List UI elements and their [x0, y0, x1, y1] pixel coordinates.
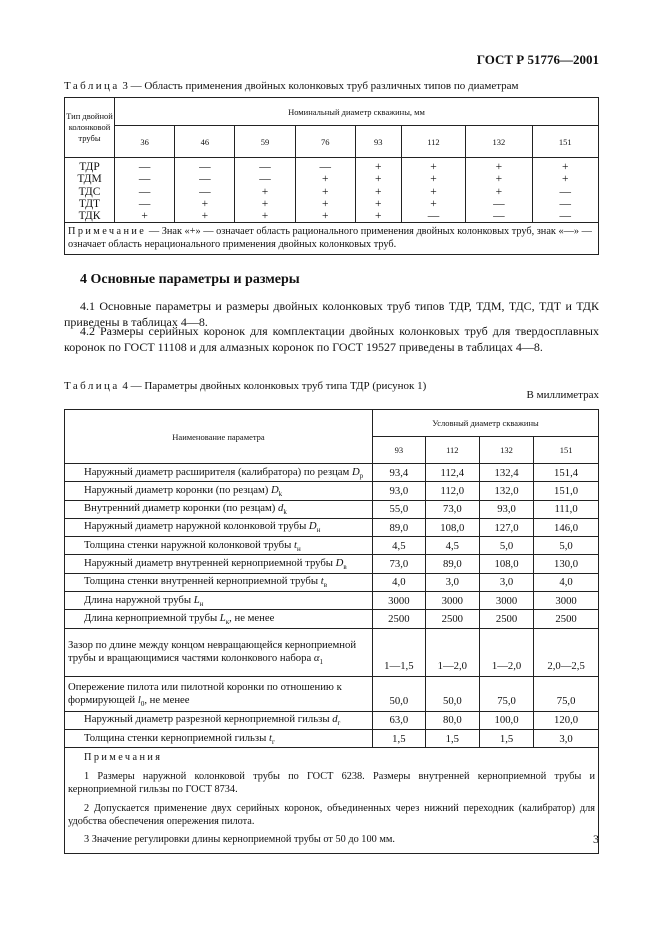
table4-cell: 3000: [425, 592, 479, 610]
table4-row-name: [65, 537, 373, 555]
table4-cell: 93,0: [373, 482, 426, 500]
table4: [64, 409, 599, 854]
table4-row-symbol: t: [269, 731, 272, 744]
table3-diameter: 76: [295, 126, 355, 158]
table4-cell: 63,0: [373, 711, 426, 729]
table-row: [65, 711, 599, 729]
table4-notes: [65, 748, 599, 854]
page-number: 3: [593, 832, 599, 846]
table4-cell: 2500: [425, 610, 479, 628]
table4-row-subscript: н: [316, 526, 321, 535]
table4-notes-label: Примечания: [84, 752, 163, 764]
table4-row-subscript: в: [343, 563, 347, 572]
table4-row-subscript: р: [359, 471, 364, 480]
table-row: [65, 500, 599, 518]
table4-cell: 89,0: [425, 555, 479, 573]
table4-cell: 3,0: [425, 573, 479, 591]
table4-row-text: Наружный диаметр коронки (по резцам): [84, 483, 269, 496]
table4-note-1: 1 Размеры наружной колонковой трубы по ГОСТ 6238. Размеры внутренней керноприемной трубы и керноприемной гильзы по ГОСТ 8734.: [68, 771, 595, 795]
table4-row-subscript: 0: [140, 699, 145, 708]
table4-row-subscript: г: [272, 737, 275, 746]
table4-cell: 73,0: [425, 500, 479, 518]
table3-applicability-column: — — — — +: [115, 158, 175, 223]
paragraph-4-1: 4.1 Основные параметры и размеры двойных колонковых труб типов ТДР, ТДМ, ТДС, ТДТ и ТДК приведены в таблицах 4—8.: [64, 299, 599, 329]
table4-row-subscript: k: [283, 508, 287, 517]
table4-cell: 1,5: [373, 730, 426, 748]
table4-row-name: [65, 464, 373, 482]
table4-note-2: 2 Допускается применение двух серийных коронок, объединенных через нижний переходник (калибратор) для удобства обеспечения опережения пилота.: [68, 802, 595, 827]
table4-row-text: Наружный диаметр разрезной керноприемной гильзы: [84, 713, 330, 726]
table4-cell: 1,5: [479, 730, 533, 748]
table4-row-subscript: k: [278, 490, 283, 499]
table4-cell: 108,0: [479, 555, 533, 573]
paragraph-4-2: 4.2 Размеры серийных коронок для комплектации двойных колонковых труб для твердосплавных коронок по ГОСТ 11108 и для алмазных коронок по ГОСТ 19527 приведены в таблицах 4—8.: [64, 324, 599, 354]
table4-cell: 1—2,0: [479, 628, 533, 676]
table-row: [65, 482, 599, 500]
table4-row-symbol: L: [219, 611, 226, 624]
table4-row-subscript: г: [337, 719, 341, 728]
table4-cell: 112,0: [425, 482, 479, 500]
table4-row-name: [65, 482, 373, 500]
table4-row-text: Наружный диаметр внутренней керноприемной трубы: [84, 557, 333, 570]
table3-note: [65, 223, 599, 255]
table4-row-symbol: d: [278, 502, 284, 515]
table3-diameter: 46: [175, 126, 235, 158]
table4-row-text: Толщина стенки наружной колонковой трубы: [84, 538, 292, 551]
table4-cell: 3,0: [479, 573, 533, 591]
table4-cell: 55,0: [373, 500, 426, 518]
table-row: [65, 537, 599, 555]
table3-applicability-column: + + — — —: [532, 158, 598, 223]
table4-caption-prefix: Таблица: [64, 380, 120, 392]
table4-cell: 75,0: [534, 676, 599, 711]
table3-diameter: 112: [401, 126, 466, 158]
table4-cell: 80,0: [425, 711, 479, 729]
table4-row-name: [65, 592, 373, 610]
table4-name-header: Наименование параметра: [65, 410, 373, 464]
table4-cell: 5,0: [479, 537, 533, 555]
table4-row-subscript: к: [225, 618, 230, 627]
table4-row-name: [65, 518, 373, 536]
table4-row-symbol: D: [335, 557, 344, 570]
table4-row-symbol: t: [293, 538, 297, 551]
table4-row-symbol: d: [332, 713, 338, 726]
table4-row-symbol: L: [193, 593, 200, 606]
table4-row-subscript: 1: [319, 657, 324, 666]
table3-applicability-column: + + + — —: [466, 158, 532, 223]
table4-cell: 93,0: [479, 500, 533, 518]
table4-cell: 108,0: [425, 518, 479, 536]
table4-cell: 3,0: [534, 730, 599, 748]
table4-row-symbol: D: [351, 465, 360, 478]
table4-units: В миллиметрах: [526, 389, 599, 401]
table4-row-subscript: в: [323, 581, 327, 590]
table4-cell: 3000: [479, 592, 533, 610]
table3-diameter: 59: [235, 126, 295, 158]
table4-row-name: [65, 676, 373, 711]
table4-cell: 151,4: [534, 464, 599, 482]
table3-note-text: — Знак «+» — означает область рационального применения двойных колонковых труб, знак «—» — означает область нерационального применения двойных колонковых труб.: [68, 226, 592, 250]
table4-cell: 2500: [479, 610, 533, 628]
table4-diam-header: Условный диаметр скважины: [373, 410, 599, 437]
table-row: [65, 464, 599, 482]
table3-diameter: 36: [115, 126, 175, 158]
table-row: [65, 573, 599, 591]
table4-row-text: Длина наружной трубы: [84, 593, 192, 606]
table4-row-symbol: l: [137, 693, 141, 706]
table4-diameter: 151: [534, 437, 599, 464]
table3: [64, 97, 599, 255]
table4-cell: 4,0: [373, 573, 426, 591]
table3-caption-prefix: Таблица: [64, 80, 120, 92]
table4-cell: 151,0: [534, 482, 599, 500]
table4-cell: 120,0: [534, 711, 599, 729]
table-row: [65, 518, 599, 536]
table4-row-text: Зазор по длине между концом невращающейся керноприемной трубы и вращающимися частями колонкового набора: [68, 639, 357, 664]
table4-row-symbol: α: [313, 651, 320, 664]
table3-diameter: 93: [355, 126, 401, 158]
table4-cell: 3000: [373, 592, 426, 610]
table4-cell: 89,0: [373, 518, 426, 536]
table3-applicability-column: — + + + +: [295, 158, 355, 223]
table-row: [65, 610, 599, 628]
table4-caption-text: 4 — Параметры двойных колонковых труб типа ТДР (рисунок 1): [119, 380, 427, 392]
table-row: [65, 730, 599, 748]
document-header: ГОСТ Р 51776—2001: [476, 52, 599, 67]
table3-diam-header: Номинальный диаметр скважины, мм: [115, 98, 599, 126]
section-title: 4 Основные параметры и размеры: [80, 272, 300, 287]
table4-diameter: 112: [425, 437, 479, 464]
table4-row-text: Опережение пилота или пилотной коронки по отношению к формирующей: [68, 680, 342, 706]
table4-cell: 73,0: [373, 555, 426, 573]
table4-cell: 132,4: [479, 464, 533, 482]
table4-diameter: 93: [373, 437, 426, 464]
table4-row-name: [65, 711, 373, 729]
table4-cell: 2500: [534, 610, 599, 628]
table4-cell: 132,0: [479, 482, 533, 500]
table4-cell: 127,0: [479, 518, 533, 536]
table-row: [65, 592, 599, 610]
table4-cell: 112,4: [425, 464, 479, 482]
table3-caption-text: 3 — Область применения двойных колонковых труб различных типов по диаметрам: [119, 80, 519, 92]
table4-cell: 1,5: [425, 730, 479, 748]
table3-note-label: Примечание: [68, 226, 147, 238]
table4-cell: 1—1,5: [373, 628, 426, 676]
table4-note-3: 3 Значение регулировки длины керноприемной трубы от 50 до 100 мм.: [84, 834, 395, 846]
table4-row-name: [65, 573, 373, 591]
table3-applicability-column: — — + + +: [235, 158, 295, 223]
table4-row-subscript: н: [296, 544, 301, 553]
table3-applicability-column: — — — + +: [175, 158, 235, 223]
table4-row-name: [65, 628, 373, 676]
table4-cell: 4,5: [373, 537, 426, 555]
table4-cell: 4,5: [425, 537, 479, 555]
table4-cell: 5,0: [534, 537, 599, 555]
table3-diameter: 132: [466, 126, 532, 158]
table4-cell: 100,0: [479, 711, 533, 729]
table4-row-text: Толщина стенки внутренней керноприемной трубы: [84, 575, 319, 588]
table4-body-main: [65, 464, 599, 629]
table3-caption: [64, 80, 519, 92]
table4-row-text: Наружный диаметр наружной колонковой трубы: [84, 520, 307, 533]
table4-row-text: Внутренний диаметр коронки (по резцам): [84, 502, 276, 515]
table4-cell: 2,0—2,5: [534, 628, 599, 676]
table4-row-symbol: D: [270, 483, 279, 496]
table4-cell: 50,0: [425, 676, 479, 711]
table4-row-text: Наружный диаметр расширителя (калибратора) по резцам: [84, 465, 350, 478]
table4-row-text: Длина керноприемной трубы: [84, 611, 218, 624]
table4-row-suffix: , не менее: [144, 693, 190, 706]
table4-cell: 4,0: [534, 573, 599, 591]
table4-row-name: [65, 730, 373, 748]
table4-row-symbol: t: [320, 575, 324, 588]
table3-diameter: 151: [532, 126, 598, 158]
table4-row-text: Толщина стенки керноприемной гильзы: [84, 731, 267, 744]
table3-applicability-column: + + + + —: [401, 158, 466, 223]
table4-cell: 130,0: [534, 555, 599, 573]
table4-cell: 111,0: [534, 500, 599, 518]
table4-cell: 2500: [373, 610, 426, 628]
table4-row-symbol: D: [308, 520, 317, 533]
table4-row-name: [65, 500, 373, 518]
table4-cell: 93,4: [373, 464, 426, 482]
table4-caption: [64, 380, 426, 392]
table4-cell: 146,0: [534, 518, 599, 536]
table-row: [65, 555, 599, 573]
table4-row-name: [65, 610, 373, 628]
table3-type-header: Тип двойной колонковой трубы: [65, 98, 115, 158]
table4-row-name: [65, 555, 373, 573]
table4-row-subscript: н: [199, 599, 204, 608]
table4-diameter: 132: [479, 437, 533, 464]
table4-body-extra: [65, 711, 599, 748]
table3-types: ТДР ТДМ ТДС ТДТ ТДК: [65, 158, 115, 223]
table4-cell: 75,0: [479, 676, 533, 711]
table4-row-suffix: , не менее: [229, 611, 275, 624]
table4-cell: 1—2,0: [425, 628, 479, 676]
table3-applicability-column: + + + + +: [355, 158, 401, 223]
table4-cell: 3000: [534, 592, 599, 610]
table4-cell: 50,0: [373, 676, 426, 711]
